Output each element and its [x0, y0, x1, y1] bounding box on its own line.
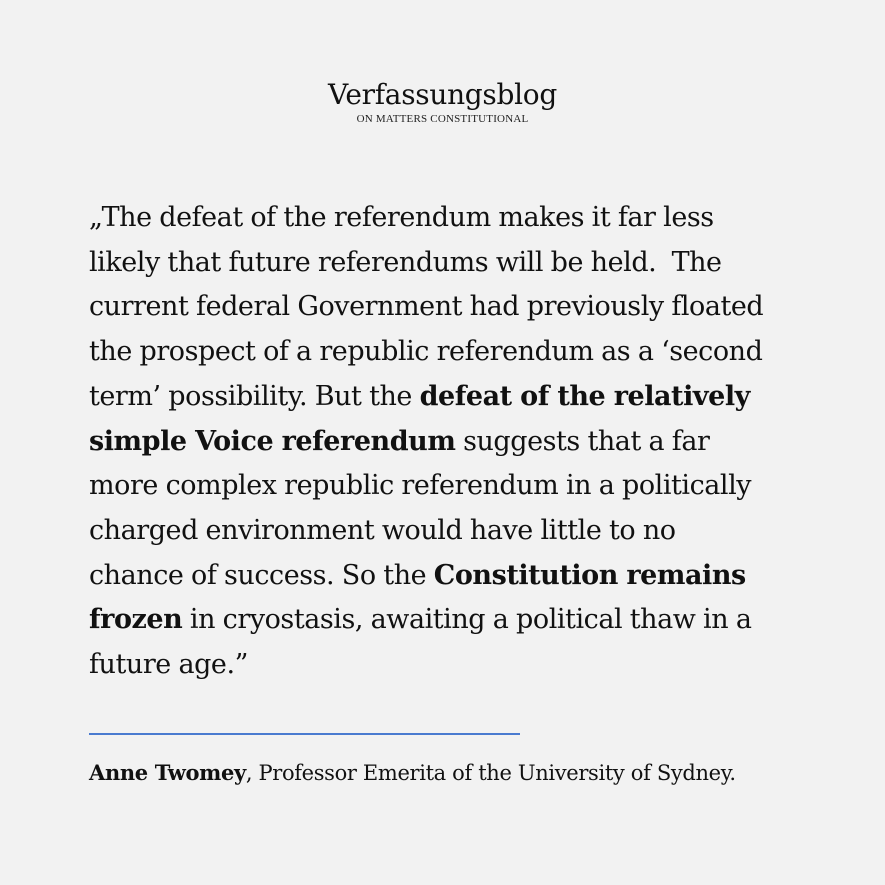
- quote-text: „The defeat of the referendum makes it far less: [89, 202, 714, 233]
- quote-text: suggests that a far: [455, 425, 710, 457]
- quote-text: term’ possibility. But the: [89, 380, 420, 412]
- quote-line: [89, 420, 809, 465]
- quote-line: [89, 285, 809, 330]
- quote-text: in cryostasis, awaiting a political thaw in a: [182, 604, 752, 636]
- quote-text: likely that future referendums will be held. The: [89, 246, 722, 278]
- quote-text: the prospect of a republic referendum as a ‘second: [89, 336, 763, 368]
- quote-text: more complex republic referendum in a politically: [89, 470, 752, 502]
- masthead: [0, 78, 885, 125]
- attribution: [89, 758, 849, 788]
- quote-emphasis: frozen: [89, 604, 183, 636]
- quote-emphasis: Constitution remains: [433, 559, 746, 591]
- quote-text: future age.”: [89, 649, 248, 681]
- author-name: Anne Twomey: [89, 760, 246, 785]
- quote-emphasis: simple Voice referendum: [89, 425, 456, 457]
- blog-title: Verfassungsblog: [328, 78, 557, 111]
- quote-line: [89, 196, 809, 241]
- quote-text: chance of success. So the: [89, 559, 434, 591]
- quote-line: [89, 375, 809, 420]
- quote-line: [89, 241, 809, 286]
- blog-tagline: ON MATTERS CONSTITUTIONAL: [356, 113, 529, 125]
- quote-block: [89, 196, 809, 688]
- quote-line: [89, 464, 809, 509]
- quote-text: charged environment would have little to no: [89, 514, 676, 546]
- quote-line: [89, 509, 809, 554]
- quote-line: [89, 598, 809, 643]
- quote-line: [89, 330, 809, 375]
- quote-line: [89, 554, 809, 599]
- attribution-divider: [89, 733, 520, 735]
- quote-emphasis: defeat of the relatively: [419, 380, 750, 412]
- author-title: , Professor Emerita of the University of Sydney.: [245, 761, 736, 785]
- quote-text: current federal Government had previously floated: [89, 291, 764, 323]
- quote-line: [89, 643, 809, 688]
